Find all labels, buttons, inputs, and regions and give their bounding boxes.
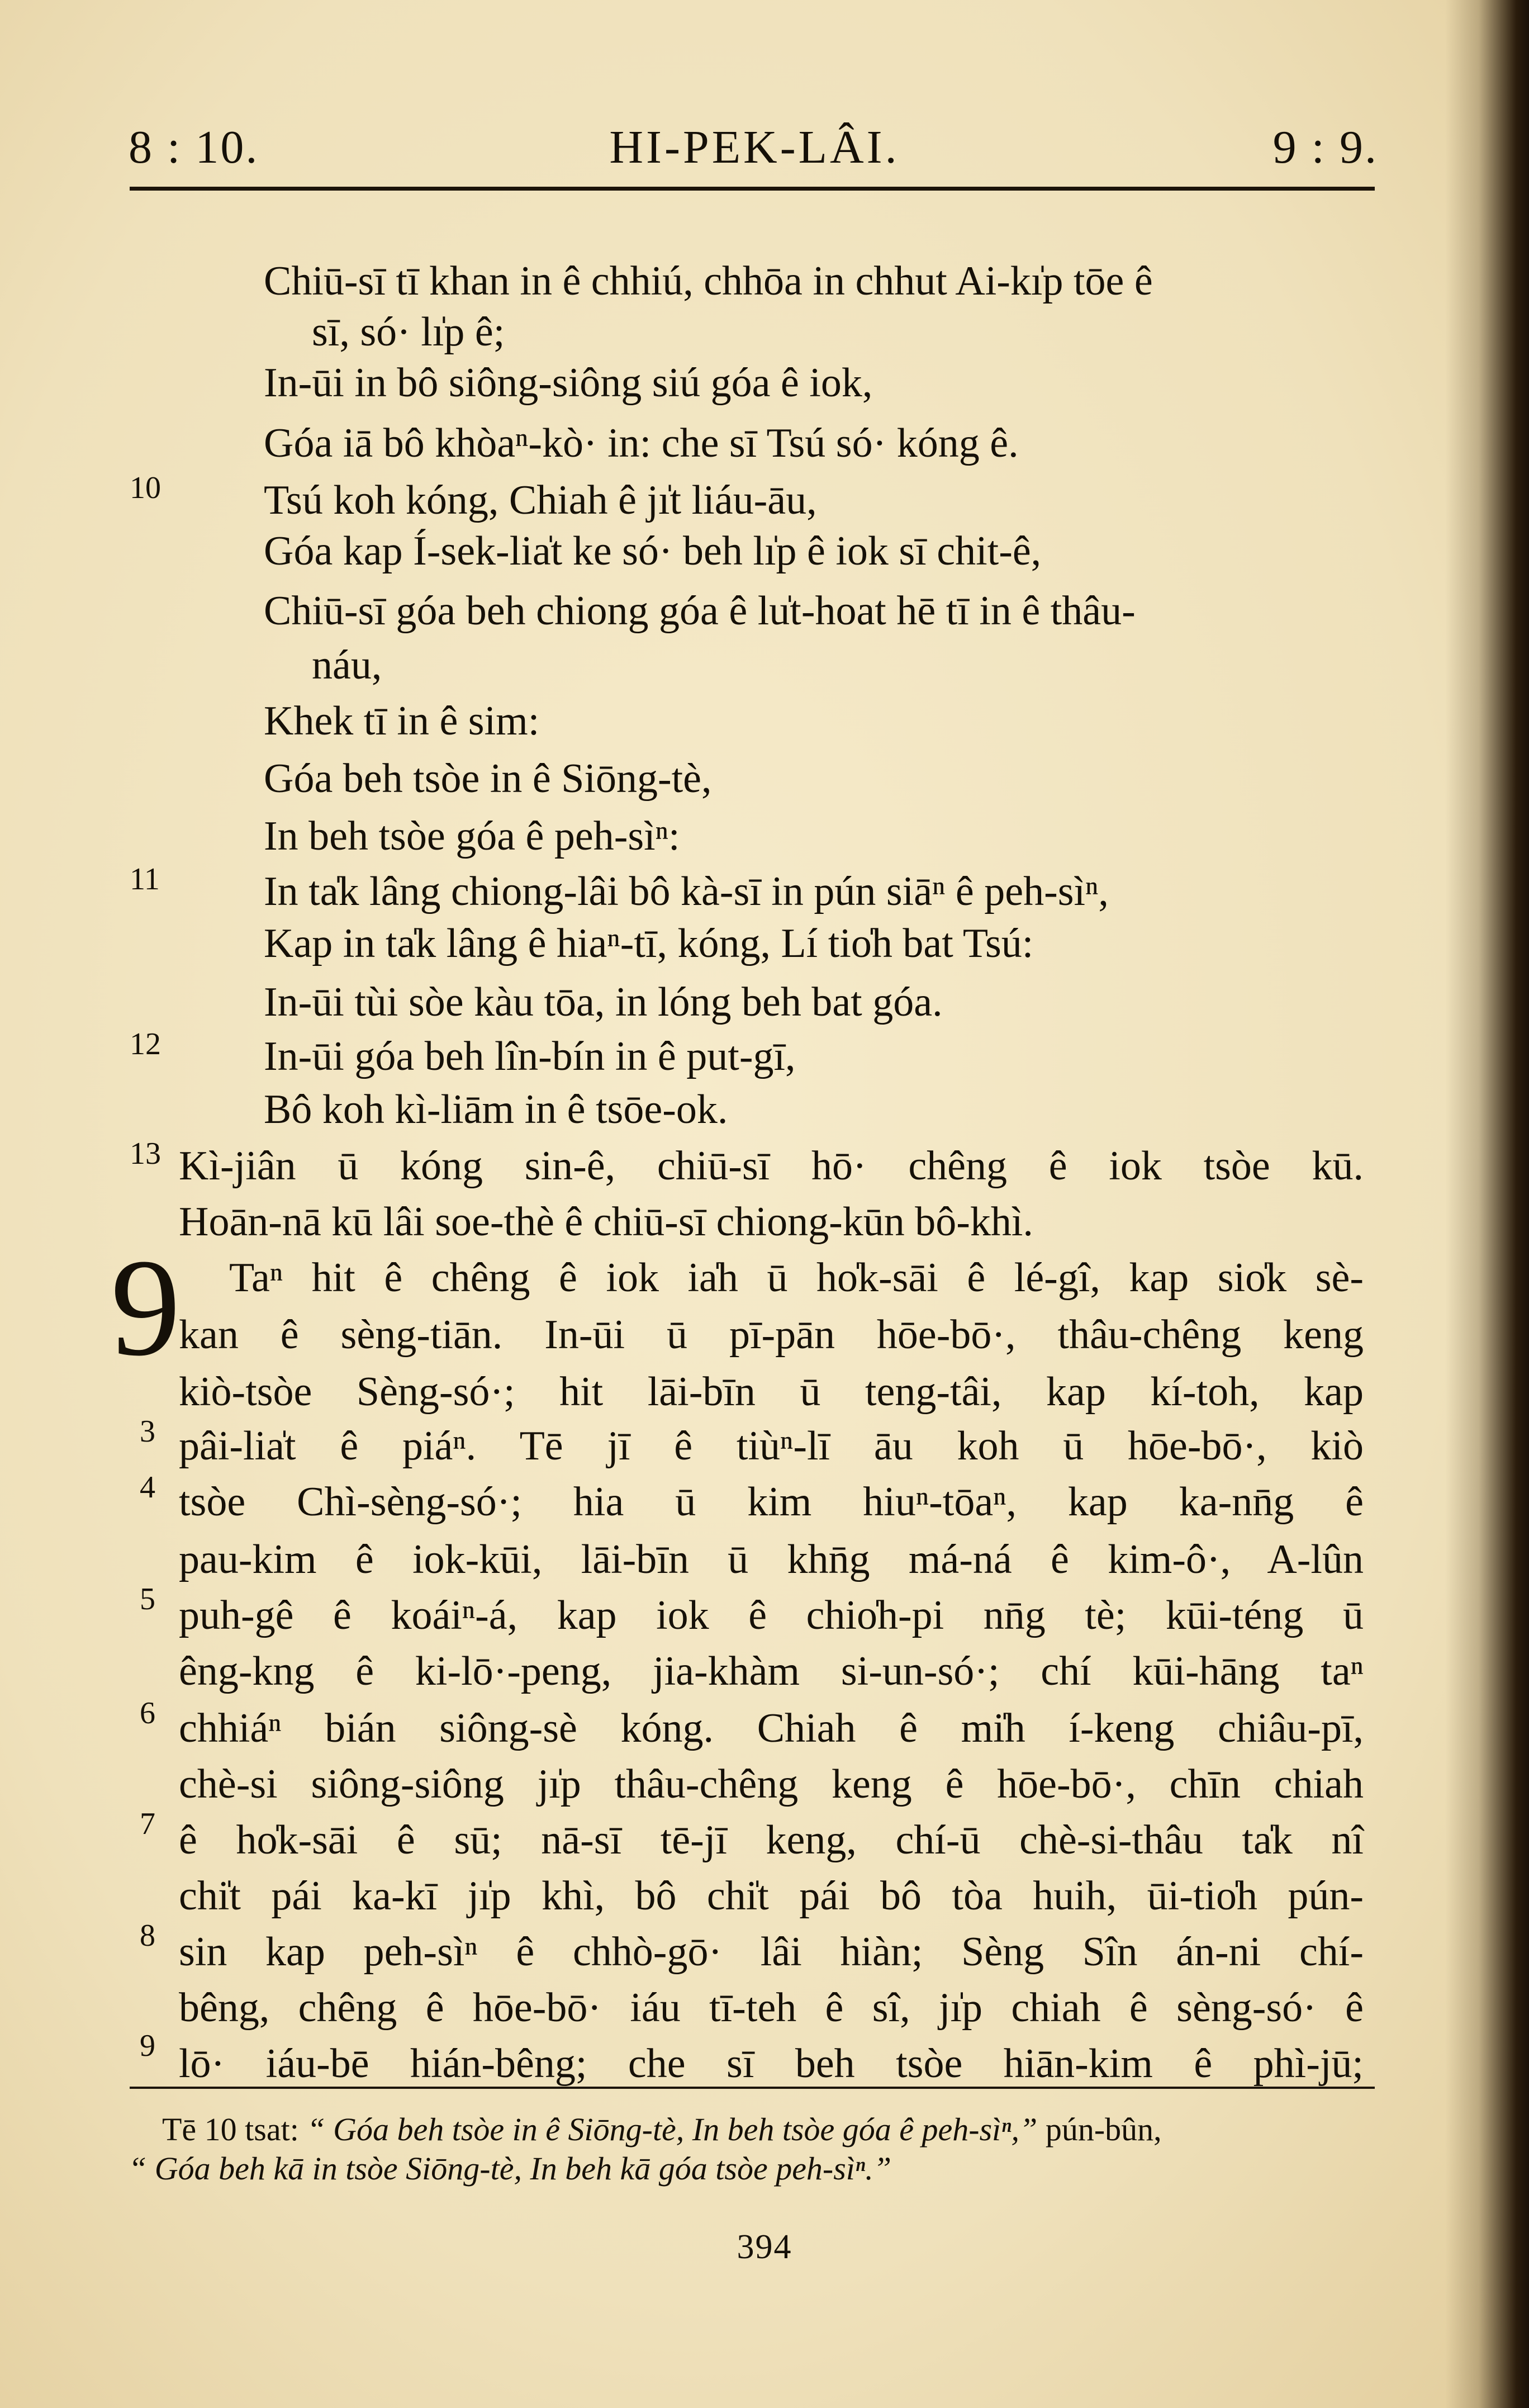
text-line: pâi-lia̍t ê piáⁿ. Tē jī ê tiùⁿ-lī āu koh ū hōe-bō·, kiò bbox=[179, 1423, 1364, 1469]
text-line: chè-si siông-siông jı̍p thâu-chêng keng ê hōe-bō·, chīn chiah bbox=[179, 1761, 1364, 1807]
text-line: puh-gê ê koáiⁿ-á, kap iok ê chio̍h-pi nn̄g tè; kūi-téng ū bbox=[179, 1592, 1364, 1638]
text-line: Tsú koh kóng, Chiah ê jı̍t liáu-āu, bbox=[264, 477, 817, 523]
footnote-line bbox=[162, 2110, 1162, 2149]
text-line: náu, bbox=[312, 642, 382, 688]
verse-number: 12 bbox=[130, 1027, 161, 1061]
text-line: êng-kng ê ki-lō·-peng, jia-khàm si-un-só·; chí kūi-hāng taⁿ bbox=[179, 1648, 1364, 1694]
text-line: sī, só· lı̍p ê; bbox=[312, 309, 505, 355]
text-line: chi̍t pái ka-kī jı̍p khì, bô chi̍t pái bô tòa huih, ūi-tio̍h pún- bbox=[179, 1873, 1364, 1919]
text-line: Kap in ta̍k lâng ê hiaⁿ-tī, kóng, Lí tio̍h bat Tsú: bbox=[264, 921, 1034, 966]
text-line: ê ho̍k-sāi ê sū; nā-sī tē-jī keng, chí-ū chè-si-thâu ta̍k nî bbox=[179, 1817, 1364, 1863]
text-line: bêng, chêng ê hōe-bō· iáu tī-teh ê sî, jı̍p chiah ê sèng-só· ê bbox=[179, 1985, 1364, 2031]
text-line: tsòe Chì-sèng-só·; hia ū kim hiuⁿ-tōaⁿ, kap ka-nn̄g ê bbox=[179, 1479, 1364, 1525]
text-line: kan ê sèng-tiān. In-ūi ū pī-pān hōe-bō·, thâu-chêng keng bbox=[179, 1312, 1364, 1358]
footnote-rule bbox=[130, 2087, 1375, 2089]
verse-number: 4 bbox=[140, 1470, 155, 1505]
text-line: In ta̍k lâng chiong-lâi bô kà-sī in pún siāⁿ ê peh-sìⁿ, bbox=[264, 869, 1109, 914]
verse-number: 5 bbox=[140, 1582, 155, 1617]
text-line: In-ūi tùi sòe kàu tōa, in lóng beh bat góa. bbox=[264, 979, 943, 1025]
verse-number: 9 bbox=[140, 2028, 155, 2063]
header-chapter-verse-end: 9 : 9. bbox=[1272, 121, 1378, 173]
text-line: chhiáⁿ bián siông-sè kóng. Chiah ê mi̍h í-keng chiâu-pī, bbox=[179, 1705, 1364, 1751]
text-line: Góa kap Í-sek-lia̍t ke só· beh lı̍p ê iok sī chit-ê, bbox=[264, 528, 1042, 574]
footnote-ref: Tē 10 tsat: bbox=[162, 2111, 299, 2148]
footnote-line bbox=[129, 2149, 891, 2188]
chapter-number: 9 bbox=[111, 1230, 181, 1385]
text-line: Góa beh tsòe in ê Siōng-tè, bbox=[264, 756, 712, 802]
footnote-suffix: pún-bûn, bbox=[1045, 2111, 1162, 2148]
text-line: In-ūi in bô siông-siông siú góa ê iok, bbox=[264, 360, 873, 406]
text-line: lō· iáu-bē hián-bêng; che sī beh tsòe hiān-kim ê phì-jū; bbox=[179, 2041, 1364, 2087]
text-line: In beh tsòe góa ê peh-sìⁿ: bbox=[264, 813, 680, 859]
header-chapter-verse-start: 8 : 10. bbox=[129, 121, 259, 173]
text-line: Chiū-sī góa beh chiong góa ê lu̍t-hoat hē tī in ê thâu- bbox=[264, 588, 1136, 634]
verse-number: 8 bbox=[140, 1918, 155, 1953]
header-book-title: HI-PEK-LÂI. bbox=[609, 121, 900, 173]
verse-number: 11 bbox=[130, 862, 160, 897]
text-line: Kì-jiân ū kóng sin-ê, chiū-sī hō· chêng ê iok tsòe kū. bbox=[179, 1143, 1364, 1189]
verse-number: 13 bbox=[130, 1136, 161, 1171]
text-line: Bô koh kì-liām in ê tsōe-ok. bbox=[264, 1087, 728, 1132]
verse-number: 3 bbox=[140, 1414, 155, 1449]
verse-number: 10 bbox=[130, 471, 161, 505]
text-line: In-ūi góa beh lîn-bín in ê put-gī, bbox=[264, 1034, 796, 1079]
footnote-quote: “ Góa beh tsòe in ê Siōng-tè, In beh tsòe góa ê peh-sìⁿ,” bbox=[307, 2111, 1038, 2148]
text-line: Chiū-sī tī khan in ê chhiú, chhōa in chhut Ai-kı̍p tōe ê bbox=[264, 258, 1153, 304]
text-line: Góa iā bô khòaⁿ-kò· in: che sī Tsú só· kóng ê. bbox=[264, 420, 1019, 466]
header-rule bbox=[130, 187, 1375, 191]
verse-number: 7 bbox=[140, 1807, 155, 1841]
text-line: pau-kim ê iok-kūi, lāi-bīn ū khn̄g má-ná ê kim-ô·, A-lûn bbox=[179, 1537, 1364, 1582]
text-line: Taⁿ hit ê chêng ê iok ia̍h ū ho̍k-sāi ê lé-gî, kap sio̍k sè- bbox=[229, 1255, 1364, 1301]
footnote-quote: “ Góa beh kā in tsòe Siōng-tè, In beh kā góa tsòe peh-sìⁿ.” bbox=[129, 2150, 891, 2187]
text-line: sin kap peh-sìⁿ ê chhò-gō· lâi hiàn; Sèng Sîn án-ni chí- bbox=[179, 1929, 1364, 1975]
verse-number: 6 bbox=[140, 1696, 155, 1731]
page-number: 394 bbox=[737, 2228, 792, 2266]
text-line: kiò-tsòe Sèng-só·; hit lāi-bīn ū teng-tâi, kap kí-toh, kap bbox=[179, 1369, 1364, 1415]
text-line: Hoān-nā kū lâi soe-thè ê chiū-sī chiong-kūn bô-khì. bbox=[179, 1199, 1033, 1245]
text-line: Khek tī in ê sim: bbox=[264, 698, 540, 744]
